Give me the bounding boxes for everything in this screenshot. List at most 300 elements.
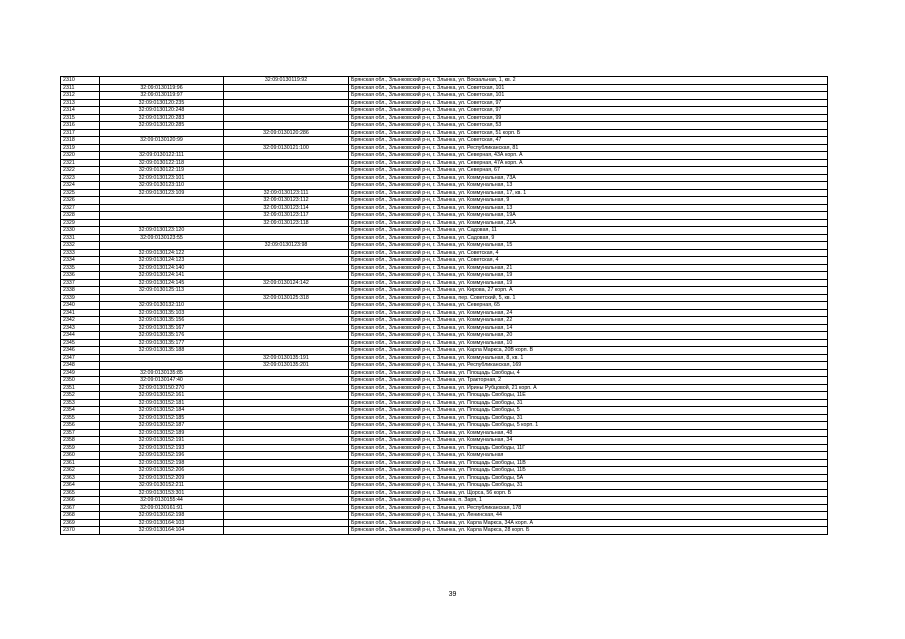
cadastral-number-alt-cell: 32:09:0130123:118 bbox=[224, 219, 349, 227]
table-row bbox=[61, 437, 828, 445]
address-cell: Брянская обл., Злынковский р-н, г. Злынка, ул. Площадь Свободы, 11В bbox=[349, 459, 828, 467]
address-cell: Брянская обл., Злынковский р-н, г. Злынка, ул. Площадь Свободы, 4 bbox=[349, 369, 828, 377]
cadastral-number-cell: 32:09:0130135:85 bbox=[100, 369, 224, 377]
row-number-cell: 2330 bbox=[61, 227, 100, 235]
cadastral-number-alt-cell: 32:09:0130120:286 bbox=[224, 129, 349, 137]
cadastral-number-alt-cell bbox=[224, 302, 349, 310]
table-row bbox=[61, 257, 828, 265]
row-number-cell: 2367 bbox=[61, 504, 100, 512]
row-number-cell: 2363 bbox=[61, 474, 100, 482]
row-number-cell: 2364 bbox=[61, 482, 100, 490]
address-cell: Брянская обл., Злынковский р-н, г. Злынка, ул. Северная, 65 bbox=[349, 302, 828, 310]
row-number-cell: 2348 bbox=[61, 362, 100, 370]
row-number-cell: 2358 bbox=[61, 437, 100, 445]
row-number-cell: 2324 bbox=[61, 182, 100, 190]
table-row bbox=[61, 197, 828, 205]
cadastral-number-cell: 32:09:0130135:177 bbox=[100, 339, 224, 347]
address-cell: Брянская обл., Злынковский р-н, г. Злынка, ул. Коммунальная, 13 bbox=[349, 182, 828, 190]
cadastral-number-cell: 32:09:0130152:191 bbox=[100, 437, 224, 445]
address-cell: Брянская обл., Злынковский р-н, г. Злынка, ул. Республиканская, 178 bbox=[349, 504, 828, 512]
cadastral-number-alt-cell bbox=[224, 159, 349, 167]
table-row bbox=[61, 512, 828, 520]
table-row bbox=[61, 482, 828, 490]
cadastral-number-alt-cell bbox=[224, 182, 349, 190]
row-number-cell: 2352 bbox=[61, 392, 100, 400]
cadastral-number-cell: 32:09:0130152:198 bbox=[100, 459, 224, 467]
address-cell: Брянская обл., Злынковский р-н, г. Злынка, ул. Ленинская, 44 bbox=[349, 512, 828, 520]
cadastral-number-alt-cell bbox=[224, 504, 349, 512]
address-cell: Брянская обл., Злынковский р-н, г. Злынка, ул. Площадь Свободы, 5 корп. 1 bbox=[349, 422, 828, 430]
row-number-cell: 2350 bbox=[61, 377, 100, 385]
cadastral-number-alt-cell bbox=[224, 324, 349, 332]
cadastral-number-cell bbox=[100, 242, 224, 250]
table-row bbox=[61, 459, 828, 467]
cadastral-number-alt-cell: 32:09:0130125:318 bbox=[224, 294, 349, 302]
address-cell: Брянская обл., Злынковский р-н, г. Злынка, ул. Коммунальная, 48 bbox=[349, 429, 828, 437]
row-number-cell: 2313 bbox=[61, 99, 100, 107]
cadastral-number-alt-cell bbox=[224, 317, 349, 325]
cadastral-number-alt-cell bbox=[224, 167, 349, 175]
address-cell: Брянская обл., Злынковский р-н, г. Злынка, ул. Площадь Свободы, 5 bbox=[349, 407, 828, 415]
table-row bbox=[61, 302, 828, 310]
registry-table-body bbox=[61, 77, 828, 535]
table-row bbox=[61, 77, 828, 85]
row-number-cell: 2359 bbox=[61, 444, 100, 452]
cadastral-number-cell: 32:09:0130152:189 bbox=[100, 429, 224, 437]
row-number-cell: 2338 bbox=[61, 287, 100, 295]
address-cell: Брянская обл., Злынковский р-н, г. Злынка, ул. Советская, 101 bbox=[349, 92, 828, 100]
cadastral-number-alt-cell bbox=[224, 122, 349, 130]
address-cell: Брянская обл., Злынковский р-н, г. Злынка, ул. Коммунальная, 22 bbox=[349, 317, 828, 325]
row-number-cell: 2368 bbox=[61, 512, 100, 520]
row-number-cell: 2349 bbox=[61, 369, 100, 377]
address-cell: Брянская обл., Злынковский р-н, г. Злынка, ул. Советская, 97 bbox=[349, 107, 828, 115]
cadastral-number-alt-cell bbox=[224, 444, 349, 452]
address-cell: Брянская обл., Злынковский р-н, г. Злынка, ул. Коммунальная bbox=[349, 452, 828, 460]
row-number-cell: 2321 bbox=[61, 159, 100, 167]
table-row bbox=[61, 189, 828, 197]
address-cell: Брянская обл., Злынковский р-н, г. Злынка, ул. Коммунальная, 19 bbox=[349, 272, 828, 280]
cadastral-number-alt-cell bbox=[224, 392, 349, 400]
row-number-cell: 2323 bbox=[61, 174, 100, 182]
row-number-cell: 2343 bbox=[61, 324, 100, 332]
table-row bbox=[61, 414, 828, 422]
cadastral-number-alt-cell bbox=[224, 489, 349, 497]
cadastral-number-alt-cell bbox=[224, 407, 349, 415]
cadastral-number-alt-cell: 32:09:0130123:114 bbox=[224, 204, 349, 212]
cadastral-number-alt-cell bbox=[224, 414, 349, 422]
table-row bbox=[61, 497, 828, 505]
address-cell: Брянская обл., Злынковский р-н, г. Злынка, ул. Коммунальная, 8, кв. 1 bbox=[349, 354, 828, 362]
cadastral-number-cell: 32:09:0130124:145 bbox=[100, 279, 224, 287]
cadastral-number-alt-cell bbox=[224, 264, 349, 272]
cadastral-number-alt-cell bbox=[224, 429, 349, 437]
cadastral-number-cell: 32:09:0130120:283 bbox=[100, 114, 224, 122]
address-cell: Брянская обл., Злынковский р-н, г. Злынка, ул. Советская, 51 корп. Б bbox=[349, 129, 828, 137]
address-cell: Брянская обл., Злынковский р-н, г. Злынка, ул. Коммунальная, 15 bbox=[349, 242, 828, 250]
address-cell: Брянская обл., Злынковский р-н, г. Злынка, ул. Карла Маркса, 20В корп. В bbox=[349, 347, 828, 355]
cadastral-number-alt-cell bbox=[224, 497, 349, 505]
row-number-cell: 2317 bbox=[61, 129, 100, 137]
table-row bbox=[61, 377, 828, 385]
cadastral-number-cell: 32:09:0130152:161 bbox=[100, 392, 224, 400]
cadastral-number-cell: 32:09:0130135:188 bbox=[100, 347, 224, 355]
table-row bbox=[61, 504, 828, 512]
address-cell: Брянская обл., Злынковский р-н, г. Злынка, ул. Коммунальная, 13 bbox=[349, 204, 828, 212]
cadastral-number-alt-cell bbox=[224, 107, 349, 115]
address-cell: Брянская обл., Злынковский р-н, г. Злынка, ул. Коммунальная, 34 bbox=[349, 437, 828, 445]
row-number-cell: 2357 bbox=[61, 429, 100, 437]
address-cell: Брянская обл., Злынковский р-н, г. Злынка, ул. Коммунальная, 9 bbox=[349, 197, 828, 205]
cadastral-number-alt-cell bbox=[224, 422, 349, 430]
address-cell: Брянская обл., Злынковский р-н, г. Злынка, ул. Щорса, 56 корп. Б bbox=[349, 489, 828, 497]
row-number-cell: 2356 bbox=[61, 422, 100, 430]
row-number-cell: 2342 bbox=[61, 317, 100, 325]
cadastral-number-cell bbox=[100, 129, 224, 137]
cadastral-number-cell: 32:09:0130152:196 bbox=[100, 452, 224, 460]
cadastral-number-alt-cell: 32:09:0130119:92 bbox=[224, 77, 349, 85]
table-row bbox=[61, 444, 828, 452]
table-row bbox=[61, 249, 828, 257]
table-row bbox=[61, 422, 828, 430]
row-number-cell: 2311 bbox=[61, 84, 100, 92]
cadastral-number-cell: 32:09:0130122:111 bbox=[100, 152, 224, 160]
cadastral-number-alt-cell bbox=[224, 234, 349, 242]
cadastral-number-alt-cell: 32:09:0130123:111 bbox=[224, 189, 349, 197]
row-number-cell: 2327 bbox=[61, 204, 100, 212]
row-number-cell: 2310 bbox=[61, 77, 100, 85]
cadastral-number-cell: 32:09:0130122:119 bbox=[100, 167, 224, 175]
address-cell: Брянская обл., Злынковский р-н, г. Злынка, ул. Вокзальная, 1, кв. 2 bbox=[349, 77, 828, 85]
table-row bbox=[61, 354, 828, 362]
address-cell: Брянская обл., Злынковский р-н, г. Злынка, ул. Площадь Свободы, 31 bbox=[349, 414, 828, 422]
address-cell: Брянская обл., Злынковский р-н, г. Злынка, ул. Северная, 43А корп. А bbox=[349, 152, 828, 160]
cadastral-number-alt-cell bbox=[224, 384, 349, 392]
table-row bbox=[61, 129, 828, 137]
cadastral-number-cell: 32:09:0130150:270 bbox=[100, 384, 224, 392]
cadastral-number-cell: 32:09:0130135:156 bbox=[100, 317, 224, 325]
table-row bbox=[61, 287, 828, 295]
address-cell: Брянская обл., Злынковский р-н, г. Злынка, ул. Советская, 53 bbox=[349, 122, 828, 130]
cadastral-number-alt-cell bbox=[224, 114, 349, 122]
address-cell: Брянская обл., Злынковский р-н, г. Злынка, ул. Коммунальная, 19 bbox=[349, 279, 828, 287]
cadastral-number-alt-cell bbox=[224, 369, 349, 377]
row-number-cell: 2325 bbox=[61, 189, 100, 197]
row-number-cell: 2332 bbox=[61, 242, 100, 250]
row-number-cell: 2336 bbox=[61, 272, 100, 280]
table-row bbox=[61, 429, 828, 437]
row-number-cell: 2329 bbox=[61, 219, 100, 227]
row-number-cell: 2320 bbox=[61, 152, 100, 160]
row-number-cell: 2369 bbox=[61, 519, 100, 527]
cadastral-number-alt-cell bbox=[224, 347, 349, 355]
row-number-cell: 2345 bbox=[61, 339, 100, 347]
cadastral-number-cell: 32:09:0130153:301 bbox=[100, 489, 224, 497]
row-number-cell: 2347 bbox=[61, 354, 100, 362]
cadastral-number-cell: 32:09:0130152:187 bbox=[100, 422, 224, 430]
address-cell: Брянская обл., Злынковский р-н, г. Злынка, ул. Коммунальная, 20 bbox=[349, 332, 828, 340]
cadastral-number-alt-cell bbox=[224, 332, 349, 340]
row-number-cell: 2319 bbox=[61, 144, 100, 152]
cadastral-number-alt-cell bbox=[224, 287, 349, 295]
address-cell: Брянская обл., Злынковский р-н, г. Злынка, ул. Площадь Свободы, 31 bbox=[349, 482, 828, 490]
row-number-cell: 2333 bbox=[61, 249, 100, 257]
address-cell: Брянская обл., Злынковский р-н, г. Злынка, п. Заря, 1 bbox=[349, 497, 828, 505]
table-row bbox=[61, 279, 828, 287]
table-row bbox=[61, 294, 828, 302]
address-cell: Брянская обл., Злынковский р-н, г. Злынка, ул. Кирова, 27 корп. А bbox=[349, 287, 828, 295]
cadastral-number-cell: 32:09:0130161:91 bbox=[100, 504, 224, 512]
address-cell: Брянская обл., Злынковский р-н, г. Злынка, ул. Коммунальная, 24 bbox=[349, 309, 828, 317]
table-row bbox=[61, 339, 828, 347]
address-cell: Брянская обл., Злынковский р-н, г. Злынка, ул. Садовая, 11 bbox=[349, 227, 828, 235]
cadastral-number-alt-cell bbox=[224, 249, 349, 257]
cadastral-number-alt-cell bbox=[224, 99, 349, 107]
address-cell: Брянская обл., Злынковский р-н, г. Злынка, ул. Площадь Свободы, 11Б bbox=[349, 467, 828, 475]
row-number-cell: 2353 bbox=[61, 399, 100, 407]
cadastral-number-cell: 32:09:0130124:122 bbox=[100, 249, 224, 257]
cadastral-number-alt-cell bbox=[224, 152, 349, 160]
cadastral-number-cell: 32:09:0130164:103 bbox=[100, 519, 224, 527]
table-row bbox=[61, 122, 828, 130]
address-cell: Брянская обл., Злынковский р-н, г. Злынка, ул. Садовая, 9 bbox=[349, 234, 828, 242]
row-number-cell: 2355 bbox=[61, 414, 100, 422]
table-row bbox=[61, 452, 828, 460]
row-number-cell: 2344 bbox=[61, 332, 100, 340]
cadastral-number-alt-cell bbox=[224, 519, 349, 527]
address-cell: Брянская обл., Злынковский р-н, г. Злынка, ул. Республиканская, 169 bbox=[349, 362, 828, 370]
cadastral-number-cell: 32:09:0130120:285 bbox=[100, 122, 224, 130]
cadastral-number-cell: 32:09:0130123:101 bbox=[100, 174, 224, 182]
table-row bbox=[61, 519, 828, 527]
table-row bbox=[61, 137, 828, 145]
row-number-cell: 2370 bbox=[61, 527, 100, 535]
cadastral-number-alt-cell bbox=[224, 459, 349, 467]
row-number-cell: 2346 bbox=[61, 347, 100, 355]
table-row bbox=[61, 144, 828, 152]
cadastral-number-alt-cell bbox=[224, 84, 349, 92]
table-row bbox=[61, 317, 828, 325]
table-row bbox=[61, 474, 828, 482]
row-number-cell: 2340 bbox=[61, 302, 100, 310]
row-number-cell: 2328 bbox=[61, 212, 100, 220]
cadastral-number-cell: 32:09:0130135:176 bbox=[100, 332, 224, 340]
cadastral-number-alt-cell bbox=[224, 377, 349, 385]
table-row bbox=[61, 107, 828, 115]
cadastral-number-cell bbox=[100, 197, 224, 205]
cadastral-number-cell: 32:09:0130119:97 bbox=[100, 92, 224, 100]
row-number-cell: 2360 bbox=[61, 452, 100, 460]
row-number-cell: 2366 bbox=[61, 497, 100, 505]
address-cell: Брянская обл., Злынковский р-н, г. Злынка, ул. Советская, 97 bbox=[349, 99, 828, 107]
cadastral-number-cell: 32:09:0130120:248 bbox=[100, 107, 224, 115]
address-cell: Брянская обл., Злынковский р-н, г. Злынка, ул. Северная, 67 bbox=[349, 167, 828, 175]
cadastral-number-cell: 32:09:0130124:123 bbox=[100, 257, 224, 265]
cadastral-number-cell: 32:09:0130124:140 bbox=[100, 264, 224, 272]
address-cell: Брянская обл., Злынковский р-н, г. Злынка, пер. Советский, 5, кв. 1 bbox=[349, 294, 828, 302]
address-cell: Брянская обл., Злынковский р-н, г. Злынка, ул. Коммунальная, 14 bbox=[349, 324, 828, 332]
table-row bbox=[61, 347, 828, 355]
address-cell: Брянская обл., Злынковский р-н, г. Злынка, ул. Площадь Свободы, 11Г bbox=[349, 444, 828, 452]
cadastral-number-cell: 32:09:0130162:198 bbox=[100, 512, 224, 520]
cadastral-number-alt-cell bbox=[224, 474, 349, 482]
address-cell: Брянская обл., Злынковский р-н, г. Злынка, ул. Республиканская, 81 bbox=[349, 144, 828, 152]
cadastral-number-cell: 32:09:0130152:209 bbox=[100, 474, 224, 482]
row-number-cell: 2335 bbox=[61, 264, 100, 272]
cadastral-number-cell: 32:09:0130119:96 bbox=[100, 84, 224, 92]
cadastral-number-cell: 32:09:0130152:206 bbox=[100, 467, 224, 475]
cadastral-number-cell bbox=[100, 77, 224, 85]
cadastral-number-alt-cell bbox=[224, 339, 349, 347]
cadastral-number-alt-cell: 32:09:0130135:201 bbox=[224, 362, 349, 370]
cadastral-number-cell: 32:09:0130152:184 bbox=[100, 407, 224, 415]
table-row bbox=[61, 272, 828, 280]
row-number-cell: 2331 bbox=[61, 234, 100, 242]
cadastral-number-cell bbox=[100, 362, 224, 370]
address-cell: Брянская обл., Злынковский р-н, г. Злынка, ул. Советская, 99 bbox=[349, 114, 828, 122]
cadastral-number-alt-cell: 32:09:0130135:191 bbox=[224, 354, 349, 362]
table-row bbox=[61, 234, 828, 242]
address-cell: Брянская обл., Злынковский р-н, г. Злынка, ул. Коммунальная, 73А bbox=[349, 174, 828, 182]
table-row bbox=[61, 204, 828, 212]
address-cell: Брянская обл., Злынковский р-н, г. Злынка, ул. Советская, 101 bbox=[349, 84, 828, 92]
table-row bbox=[61, 467, 828, 475]
row-number-cell: 2354 bbox=[61, 407, 100, 415]
row-number-cell: 2318 bbox=[61, 137, 100, 145]
table-row bbox=[61, 264, 828, 272]
table-row bbox=[61, 92, 828, 100]
cadastral-number-alt-cell bbox=[224, 137, 349, 145]
cadastral-number-alt-cell: 32:09:0130123:117 bbox=[224, 212, 349, 220]
address-cell: Брянская обл., Злынковский р-н, г. Злынка, ул. Советская, 4 bbox=[349, 249, 828, 257]
cadastral-number-alt-cell: 32:09:0130123:98 bbox=[224, 242, 349, 250]
row-number-cell: 2339 bbox=[61, 294, 100, 302]
address-cell: Брянская обл., Злынковский р-н, г. Злынка, ул. Коммунальная, 19А bbox=[349, 212, 828, 220]
cadastral-number-cell: 32:09:0130152:211 bbox=[100, 482, 224, 490]
row-number-cell: 2326 bbox=[61, 197, 100, 205]
table-row bbox=[61, 219, 828, 227]
cadastral-number-cell: 32:09:0130135:103 bbox=[100, 309, 224, 317]
cadastral-number-cell: 32:09:0130135:167 bbox=[100, 324, 224, 332]
cadastral-number-alt-cell bbox=[224, 174, 349, 182]
cadastral-number-cell: 32:09:0130164:104 bbox=[100, 527, 224, 535]
table-row bbox=[61, 182, 828, 190]
cadastral-number-cell: 32:09:0130132:110 bbox=[100, 302, 224, 310]
cadastral-number-alt-cell bbox=[224, 512, 349, 520]
cadastral-number-alt-cell bbox=[224, 452, 349, 460]
address-cell: Брянская обл., Злынковский р-н, г. Злынка, ул. Карла Маркса, 34А корп. А bbox=[349, 519, 828, 527]
cadastral-number-cell: 32:09:0130122:118 bbox=[100, 159, 224, 167]
table-row bbox=[61, 99, 828, 107]
row-number-cell: 2315 bbox=[61, 114, 100, 122]
table-row bbox=[61, 489, 828, 497]
row-number-cell: 2365 bbox=[61, 489, 100, 497]
cadastral-number-cell: 32:09:0130120:99 bbox=[100, 137, 224, 145]
table-row bbox=[61, 324, 828, 332]
table-row bbox=[61, 212, 828, 220]
row-number-cell: 2351 bbox=[61, 384, 100, 392]
address-cell: Брянская обл., Злынковский р-н, г. Злынка, ул. Коммунальная, 17, кв. 1 bbox=[349, 189, 828, 197]
row-number-cell: 2322 bbox=[61, 167, 100, 175]
table-row bbox=[61, 369, 828, 377]
table-row bbox=[61, 527, 828, 535]
cadastral-number-cell: 32:09:0130123:55 bbox=[100, 234, 224, 242]
address-cell: Брянская обл., Злынковский р-н, г. Злынка, ул. Ирины Рубцовой, 21 корп. А bbox=[349, 384, 828, 392]
table-row bbox=[61, 167, 828, 175]
table-row bbox=[61, 159, 828, 167]
cadastral-number-alt-cell bbox=[224, 92, 349, 100]
cadastral-number-cell: 32:09:0130155:44 bbox=[100, 497, 224, 505]
cadastral-number-cell: 32:09:0130123:110 bbox=[100, 182, 224, 190]
address-cell: Брянская обл., Злынковский р-н, г. Злынка, ул. Карла Маркса, 28 корп. Б bbox=[349, 527, 828, 535]
cadastral-number-cell: 32:09:0130147:40 bbox=[100, 377, 224, 385]
table-row bbox=[61, 362, 828, 370]
cadastral-number-cell: 32:09:0130124:141 bbox=[100, 272, 224, 280]
address-cell: Брянская обл., Злынковский р-н, г. Злынка, ул. Площадь Свободы, 5А bbox=[349, 474, 828, 482]
cadastral-number-alt-cell bbox=[224, 309, 349, 317]
cadastral-number-alt-cell bbox=[224, 482, 349, 490]
table-row bbox=[61, 242, 828, 250]
table-row bbox=[61, 392, 828, 400]
cadastral-number-cell bbox=[100, 204, 224, 212]
cadastral-number-cell: 32:09:0130152:185 bbox=[100, 414, 224, 422]
address-cell: Брянская обл., Злынковский р-н, г. Злынка, ул. Тракторная, 2 bbox=[349, 377, 828, 385]
address-cell: Брянская обл., Злынковский р-н, г. Злынка, ул. Площадь Свободы, 11Е bbox=[349, 392, 828, 400]
cadastral-number-alt-cell bbox=[224, 257, 349, 265]
address-cell: Брянская обл., Злынковский р-н, г. Злынка, ул. Северная, 47А корп. А bbox=[349, 159, 828, 167]
table-row bbox=[61, 332, 828, 340]
row-number-cell: 2312 bbox=[61, 92, 100, 100]
cadastral-number-cell bbox=[100, 294, 224, 302]
cadastral-number-alt-cell bbox=[224, 467, 349, 475]
cadastral-number-alt-cell bbox=[224, 437, 349, 445]
table-row bbox=[61, 114, 828, 122]
table-row bbox=[61, 227, 828, 235]
table-row bbox=[61, 407, 828, 415]
registry-table bbox=[60, 76, 828, 535]
row-number-cell: 2314 bbox=[61, 107, 100, 115]
row-number-cell: 2337 bbox=[61, 279, 100, 287]
cadastral-number-cell: 32:09:0130152:193 bbox=[100, 444, 224, 452]
address-cell: Брянская обл., Злынковский р-н, г. Злынка, ул. Коммунальная, 10 bbox=[349, 339, 828, 347]
address-cell: Брянская обл., Злынковский р-н, г. Злынка, ул. Советская, 47 bbox=[349, 137, 828, 145]
table-row bbox=[61, 384, 828, 392]
cadastral-number-alt-cell bbox=[224, 399, 349, 407]
table-row bbox=[61, 309, 828, 317]
table-row bbox=[61, 152, 828, 160]
cadastral-number-alt-cell bbox=[224, 227, 349, 235]
row-number-cell: 2341 bbox=[61, 309, 100, 317]
cadastral-number-cell bbox=[100, 219, 224, 227]
cadastral-number-cell bbox=[100, 354, 224, 362]
table-row bbox=[61, 399, 828, 407]
address-cell: Брянская обл., Злынковский р-н, г. Злынка, ул. Советская, 4 bbox=[349, 257, 828, 265]
row-number-cell: 2316 bbox=[61, 122, 100, 130]
cadastral-number-alt-cell: 32:09:0130124:142 bbox=[224, 279, 349, 287]
cadastral-number-alt-cell bbox=[224, 272, 349, 280]
cadastral-number-cell bbox=[100, 144, 224, 152]
cadastral-number-cell: 32:09:0130120:235 bbox=[100, 99, 224, 107]
cadastral-number-alt-cell bbox=[224, 527, 349, 535]
cadastral-number-cell: 32:09:0130123:120 bbox=[100, 227, 224, 235]
cadastral-number-alt-cell: 32:09:0130123:112 bbox=[224, 197, 349, 205]
cadastral-number-cell bbox=[100, 212, 224, 220]
cadastral-number-cell: 32:09:0130125:113 bbox=[100, 287, 224, 295]
row-number-cell: 2362 bbox=[61, 467, 100, 475]
page-number: 39 bbox=[448, 591, 457, 598]
address-cell: Брянская обл., Злынковский р-н, г. Злынка, ул. Коммунальная, 21А bbox=[349, 219, 828, 227]
cadastral-number-cell: 32:09:0130152:181 bbox=[100, 399, 224, 407]
